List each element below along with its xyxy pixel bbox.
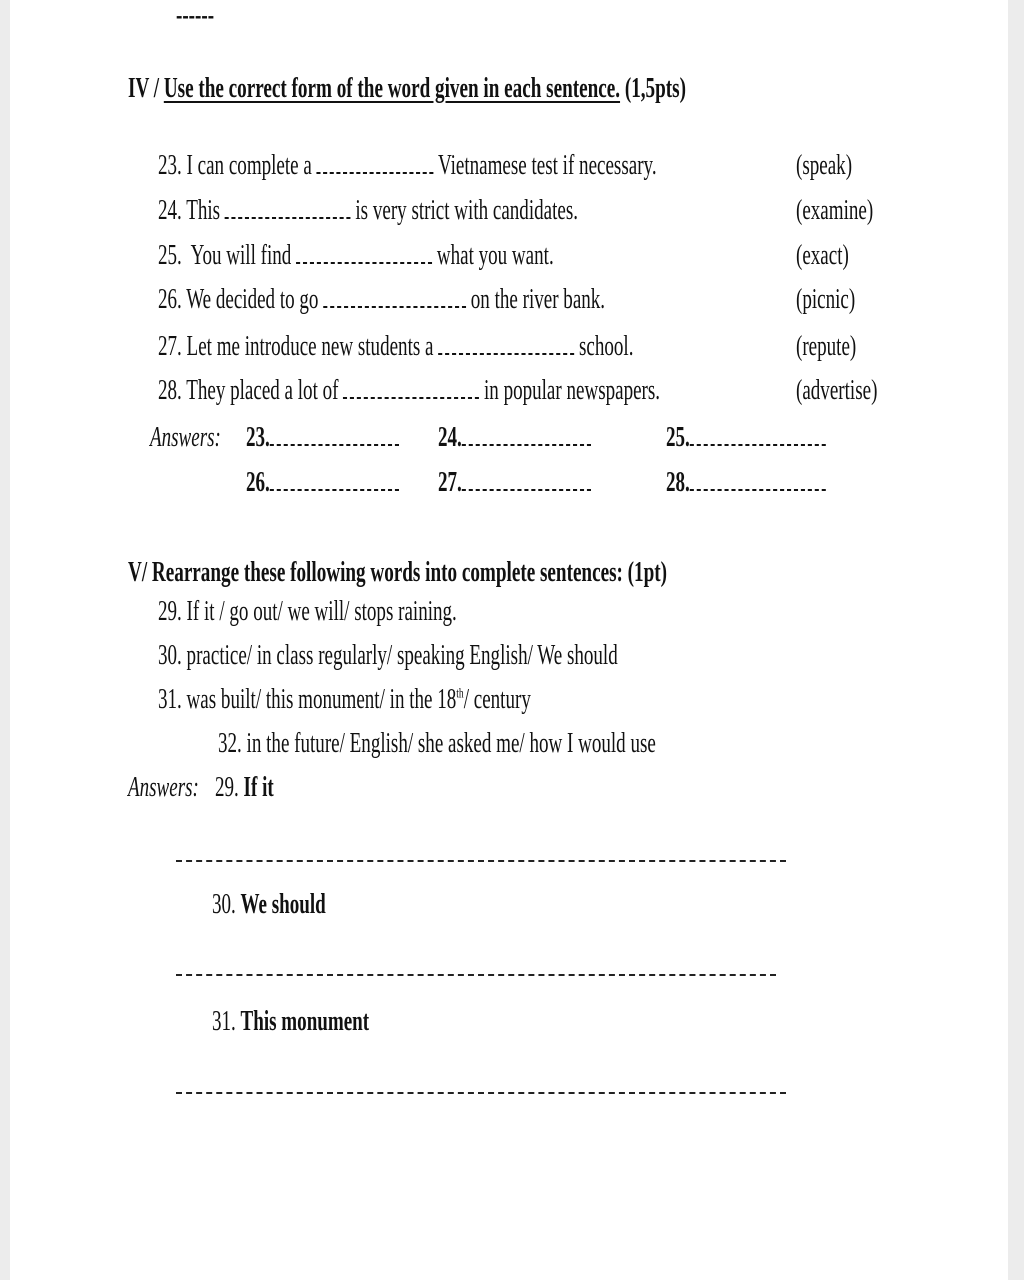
section-4-points: (1,5pts) (620, 72, 686, 104)
top-mark: ------ (176, 0, 215, 31)
answer-slot-24[interactable]: 24. (438, 422, 663, 454)
question-25: 25. You will find what you want. (158, 240, 554, 271)
answer-line-29[interactable] (176, 860, 786, 862)
hint-word-24: (examine) (796, 195, 874, 226)
answer-line-30[interactable] (176, 974, 776, 976)
question-27: 27. Let me introduce new students a school. (158, 331, 634, 362)
section-4-heading (128, 72, 973, 105)
answer-blank[interactable] (438, 352, 574, 355)
answer-blank[interactable] (317, 171, 434, 174)
answers-label-4: Answers: (150, 422, 221, 453)
answer-blank[interactable] (296, 261, 432, 264)
question-31: 31. was built/ this monument/ in the 18th/ century (158, 684, 531, 715)
section-5-heading: V/ Rearrange these following words into complete sentences: (1pt) (128, 556, 668, 588)
question-23: 23. I can complete a Vietnamese test if necessary. (158, 150, 657, 181)
section-4-number: IV / (128, 72, 164, 104)
answer-30-start: 30. We should (212, 889, 326, 920)
answer-slot-28[interactable]: 28. (666, 467, 901, 499)
worksheet-page (10, 0, 1008, 1280)
answer-blank[interactable] (323, 305, 466, 308)
answer-slot-25[interactable]: 25. (666, 422, 901, 454)
question-24: 24. This is very strict with candidates. (158, 195, 578, 226)
answers-label-5: Answers: (128, 772, 199, 803)
answer-slot-26[interactable]: 26. (246, 467, 471, 499)
hint-word-23: (speak) (796, 150, 853, 181)
answer-slot-23[interactable]: 23. (246, 422, 471, 454)
answer-slot-27[interactable]: 27. (438, 467, 663, 499)
question-26: 26. We decided to go on the river bank. (158, 284, 606, 315)
answer-blank[interactable] (225, 216, 351, 219)
hint-word-26: (picnic) (796, 284, 856, 315)
question-28: 28. They placed a lot of in popular newspapers. (158, 375, 661, 406)
hint-word-25: (exact) (796, 240, 849, 271)
answer-line-31[interactable] (176, 1092, 786, 1094)
question-32: 32. in the future/ English/ she asked me/ how I would use (218, 728, 656, 759)
question-30: 30. practice/ in class regularly/ speaking English/ We should (158, 640, 618, 671)
question-29: 29. If it / go out/ we will/ stops raining. (158, 596, 457, 627)
answer-31-start: 31. This monument (212, 1006, 370, 1037)
section-4-instruction: Use the correct form of the word given in each sentence. (163, 72, 621, 104)
hint-word-27: (repute) (796, 331, 857, 362)
answer-29-start: 29. If it (215, 772, 274, 803)
hint-word-28: (advertise) (796, 375, 878, 406)
answer-blank[interactable] (343, 396, 479, 399)
